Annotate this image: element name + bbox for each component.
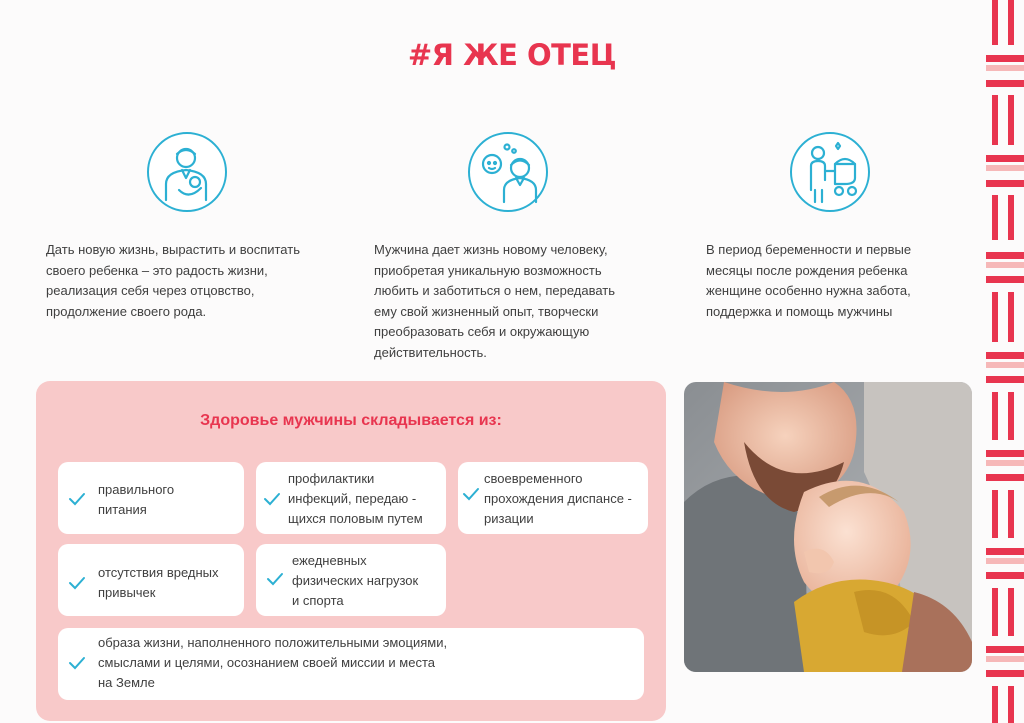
man-with-stroller-icon: [790, 132, 870, 212]
health-item-text: правильного питания: [98, 482, 175, 517]
feature-text-1: Дать новую жизнь, вырастить и воспитать своего ребенка – это радость жизни, реализация себя через отцовство, продолжение своего рода.: [46, 242, 300, 319]
health-panel-title: Здоровье мужчины складывается из:: [200, 412, 502, 429]
check-icon: [68, 576, 86, 590]
man-with-child-icon: [468, 132, 548, 212]
check-icon: [263, 492, 281, 506]
check-icon: [68, 656, 86, 670]
health-item-text: отсутствия вредных привычек: [98, 565, 219, 600]
decorative-stripes: [986, 0, 1024, 723]
check-icon: [462, 487, 480, 501]
feature-text-3: В период беременности и первые месяцы после рождения ребенка женщине особенно нужна забота, поддержка и помощь мужчины: [706, 242, 912, 319]
check-icon: [68, 492, 86, 506]
health-item-text: образа жизни, наполненного положительными эмоциями, смыслами и целями, осознанием своей миссии и места на Земле: [98, 635, 448, 690]
health-item-text: ежедневных физических нагрузок и спорта: [292, 553, 419, 608]
father-holding-newborn-photo: [684, 382, 972, 672]
check-icon: [266, 572, 284, 586]
page-title: #Я ЖЕ ОТЕЦ: [407, 38, 617, 72]
health-item-text: профилактики инфекций, передаю - щихся половым путем: [288, 471, 423, 526]
father-with-baby-icon: [147, 132, 227, 212]
feature-text-2: Мужчина дает жизнь новому человеку, приобретая уникальную возможность любить и заботиться о нем, передавать ему свой жизненный опыт, творчески преобразовать себя и окружающую действительность.: [374, 242, 616, 360]
health-item-text: своевременного прохождения диспансе - ризации: [484, 471, 632, 526]
